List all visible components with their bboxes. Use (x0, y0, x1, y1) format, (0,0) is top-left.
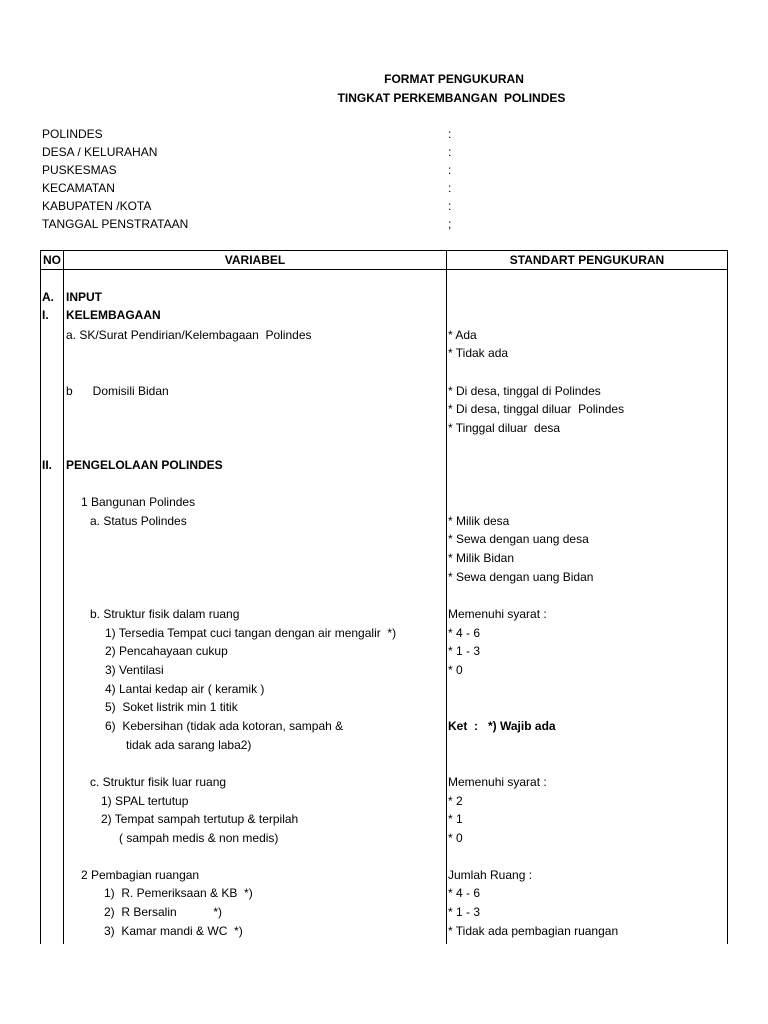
section-kelembagaan: KELEMBAGAAN (66, 308, 161, 322)
table-border-left (40, 250, 41, 944)
standard-heading: Memenuhi syarat : (448, 607, 547, 621)
standard-option: * 2 (448, 794, 463, 808)
standard-heading: Memenuhi syarat : (448, 775, 547, 789)
table-column-divider (63, 250, 64, 944)
sub-item: 2) Tempat sampah tertutup & terpilah (101, 812, 299, 826)
standard-option: * 4 - 6 (448, 886, 481, 900)
variable-domisili-bidan: b Domisili Bidan (66, 384, 169, 398)
standard-option: * Milik desa (448, 514, 510, 528)
variable-sk-surat: a. SK/Surat Pendirian/Kelembagaan Polindes (66, 328, 312, 342)
sub-item-continued: ( sampah medis & non medis) (119, 831, 279, 845)
identity-separator: : (448, 145, 452, 159)
identity-label-kabupaten: KABUPATEN /KOTA (42, 199, 152, 213)
identity-label-polindes: POLINDES (42, 127, 103, 141)
sub-item: 2) Pencahayaan cukup (105, 644, 228, 658)
sub-item: 4) Lantai kedap air ( keramik ) (105, 682, 265, 696)
row-no: A. (42, 290, 54, 304)
identity-label-kecamatan: KECAMATAN (42, 181, 115, 195)
sub-item-continued: tidak ada sarang laba2) (126, 738, 252, 752)
row-no: I. (42, 308, 49, 322)
table-border-right (727, 250, 728, 944)
variable-struktur-luar: c. Struktur fisik luar ruang (90, 775, 227, 789)
standard-option: * Tinggal diluar desa (448, 421, 561, 435)
variable-bangunan: 1 Bangunan Polindes (81, 495, 196, 509)
header-standart: STANDART PENGUKURAN (509, 253, 665, 267)
header-no: NO (43, 253, 61, 267)
sub-item: 1) R. Pemeriksaan & KB *) (104, 886, 253, 900)
standard-option: * 1 (448, 812, 463, 826)
standard-option: * 0 (448, 831, 463, 845)
table-header-divider (40, 269, 728, 270)
standard-option: * Di desa, tinggal di Polindes (448, 384, 601, 398)
identity-separator: : (448, 199, 452, 213)
standard-option: * 0 (448, 663, 463, 677)
sub-item: 2) R Bersalin *) (104, 905, 223, 919)
table-border-top (40, 250, 728, 251)
identity-label-tanggal: TANGGAL PENSTRATAAN (42, 217, 189, 231)
identity-separator: ; (448, 217, 452, 231)
identity-separator: : (448, 163, 452, 177)
standard-option: * 1 - 3 (448, 905, 481, 919)
standard-option: * 4 - 6 (448, 626, 481, 640)
sub-item: 6) Kebersihan (tidak ada kotoran, sampah & (105, 719, 344, 733)
standard-option: * Milik Bidan (448, 551, 515, 565)
section-pengelolaan: PENGELOLAAN POLINDES (66, 458, 223, 472)
variable-pembagian-ruangan: 2 Pembagian ruangan (81, 868, 200, 882)
identity-separator: : (448, 127, 452, 141)
variable-struktur-dalam: b. Struktur fisik dalam ruang (90, 607, 240, 621)
standard-option: * 1 - 3 (448, 644, 481, 658)
sub-item: 5) Soket listrik min 1 titik (105, 700, 238, 714)
variable-status-polindes: a. Status Polindes (90, 514, 187, 528)
section-input: INPUT (66, 290, 102, 304)
standard-option: * Tidak ada (448, 346, 509, 360)
standard-option: * Sewa dengan uang Bidan (448, 570, 594, 584)
identity-label-desa: DESA / KELURAHAN (42, 145, 158, 159)
sub-item: 3) Ventilasi (105, 663, 164, 677)
identity-label-puskesmas: PUSKESMAS (42, 163, 117, 177)
row-no: II. (42, 458, 53, 472)
standard-option: * Tidak ada pembagian ruangan (448, 924, 619, 938)
table-column-divider (446, 250, 447, 944)
standard-heading: Jumlah Ruang : (448, 868, 533, 882)
document-title-line1: FORMAT PENGUKURAN (384, 72, 524, 86)
standard-option: * Sewa dengan uang desa (448, 532, 589, 546)
sub-item: 1) Tersedia Tempat cuci tangan dengan air mengalir *) (105, 626, 397, 640)
header-variabel: VARIABEL (224, 253, 286, 267)
document-title-line2: TINGKAT PERKEMBANGAN POLINDES (337, 91, 566, 105)
sub-item: 3) Kamar mandi & WC *) (104, 924, 243, 938)
standard-option: * Di desa, tinggal diluar Polindes (448, 402, 625, 416)
sub-item: 1) SPAL tertutup (101, 794, 189, 808)
note-wajib-ada: Ket : *) Wajib ada (448, 719, 556, 733)
standard-option: * Ada (448, 328, 477, 342)
identity-separator: : (448, 181, 452, 195)
